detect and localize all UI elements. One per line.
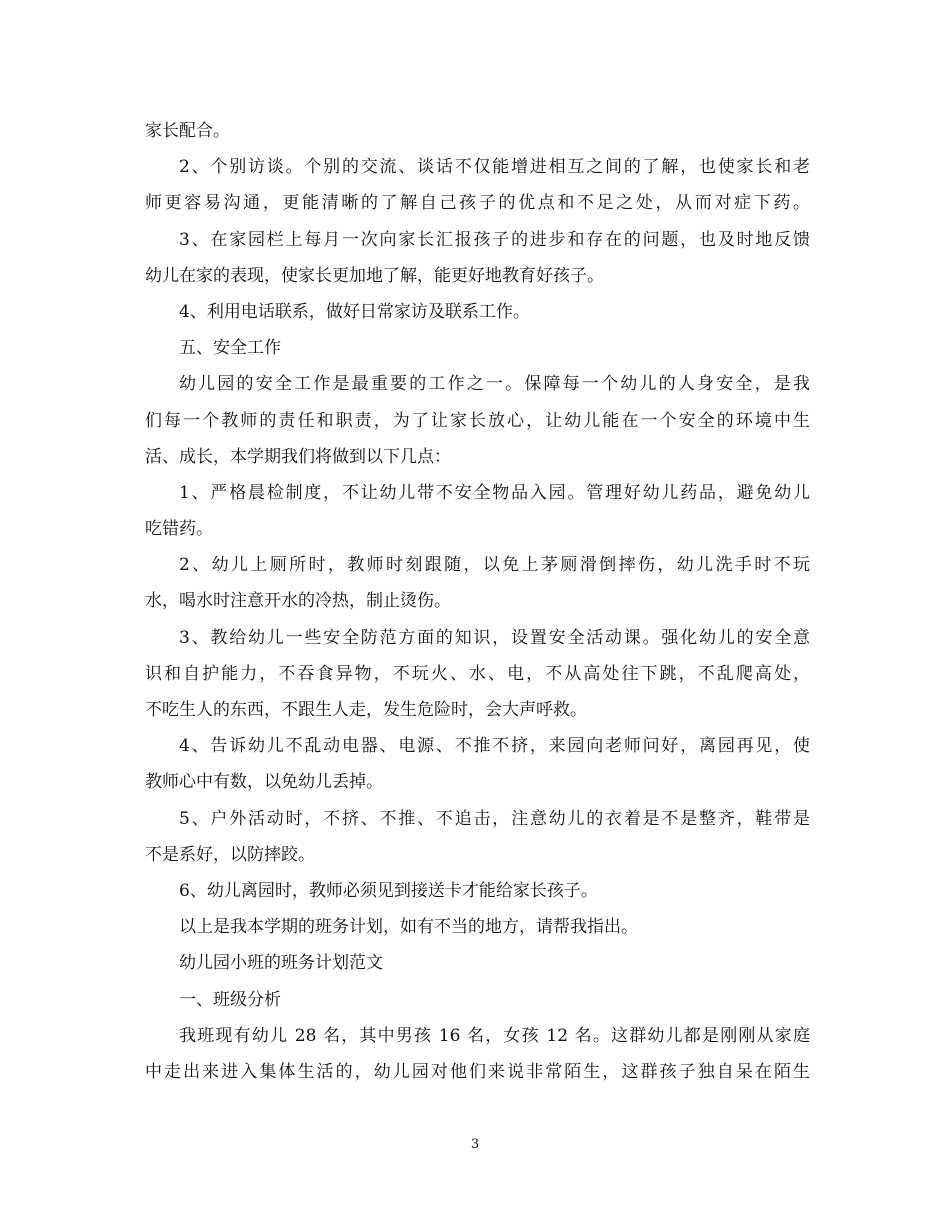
document-subtitle: 幼儿园小班的班务计划范文 [179, 953, 383, 974]
text-line: 幼儿园的安全工作是最重要的工作之一。保障每一个幼儿的人身安全，是我 [179, 374, 810, 395]
text-line: 3、教给幼儿一些安全防范方面的知识，设置安全活动课。强化幼儿的安全意 [179, 627, 810, 648]
text-line: 3、在家园栏上每月一次向家长汇报孩子的进步和存在的问题，也及时地反馈 [179, 229, 810, 250]
page-number: 3 [470, 1137, 480, 1152]
text-line: 家长配合。 [145, 121, 230, 141]
text-line: 幼儿在家的表现，使家长更加地了解，能更好地教育好孩子。 [145, 265, 604, 286]
text-line: 4、利用电话联系，做好日常家访及联系工作。 [179, 301, 530, 322]
text-line: 5、户外活动时，不挤、不推、不追击，注意幼儿的衣着是不是整齐，鞋带是 [179, 808, 810, 829]
text-line: 吃错药。 [145, 519, 213, 540]
text-line: 识和自护能力，不吞食异物，不玩火、水、电，不从高处往下跳，不乱爬高处， [145, 663, 810, 684]
text-line: 教师心中有数，以免幼儿丢掉。 [145, 772, 383, 793]
text-line: 4、告诉幼儿不乱动电器、电源、不推不挤，来园向老师问好，离园再见，使 [179, 736, 810, 757]
text-line: 师更容易沟通，更能清晰的了解自己孩子的优点和不足之处，从而对症下药。 [145, 193, 810, 214]
text-line: 1、严格晨检制度，不让幼儿带不安全物品入园。管理好幼儿药品，避免幼儿 [179, 482, 810, 503]
text-line: 2、个别访谈。个别的交流、谈话不仅能增进相互之间的了解，也使家长和老 [179, 157, 810, 178]
text-line: 不吃生人的东西，不跟生人走，发生危险时，会大声呼救。 [145, 700, 587, 720]
text-line: 中走出来进入集体生活的，幼儿园对他们来说非常陌生，这群孩子独自呆在陌生 [145, 1061, 810, 1082]
section-heading: 五、安全工作 [179, 338, 281, 359]
text-line: 不是系好，以防摔跤。 [145, 844, 315, 865]
text-line: 6、幼儿离园时，教师必须见到接送卡才能给家长孩子。 [179, 880, 598, 901]
text-line: 以上是我本学期的班务计划，如有不当的地方，请帮我指出。 [179, 917, 638, 938]
document-body [145, 113, 810, 1090]
section-heading: 一、班级分析 [179, 989, 281, 1010]
text-line: 们每一个教师的责任和职责，为了让家长放心，让幼儿能在一个安全的环境中生 [145, 410, 810, 431]
text-line: 水，喝水时注意开水的冷热，制止烫伤。 [145, 591, 451, 612]
text-line: 活、成长，本学期我们将做到以下几点： [145, 446, 451, 467]
text-line: 我班现有幼儿 28 名，其中男孩 16 名，女孩 12 名。这群幼儿都是刚刚从家庭 [179, 1025, 810, 1046]
text-line: 2、幼儿上厕所时，教师时刻跟随，以免上茅厕滑倒摔伤，幼儿洗手时不玩 [179, 555, 810, 576]
